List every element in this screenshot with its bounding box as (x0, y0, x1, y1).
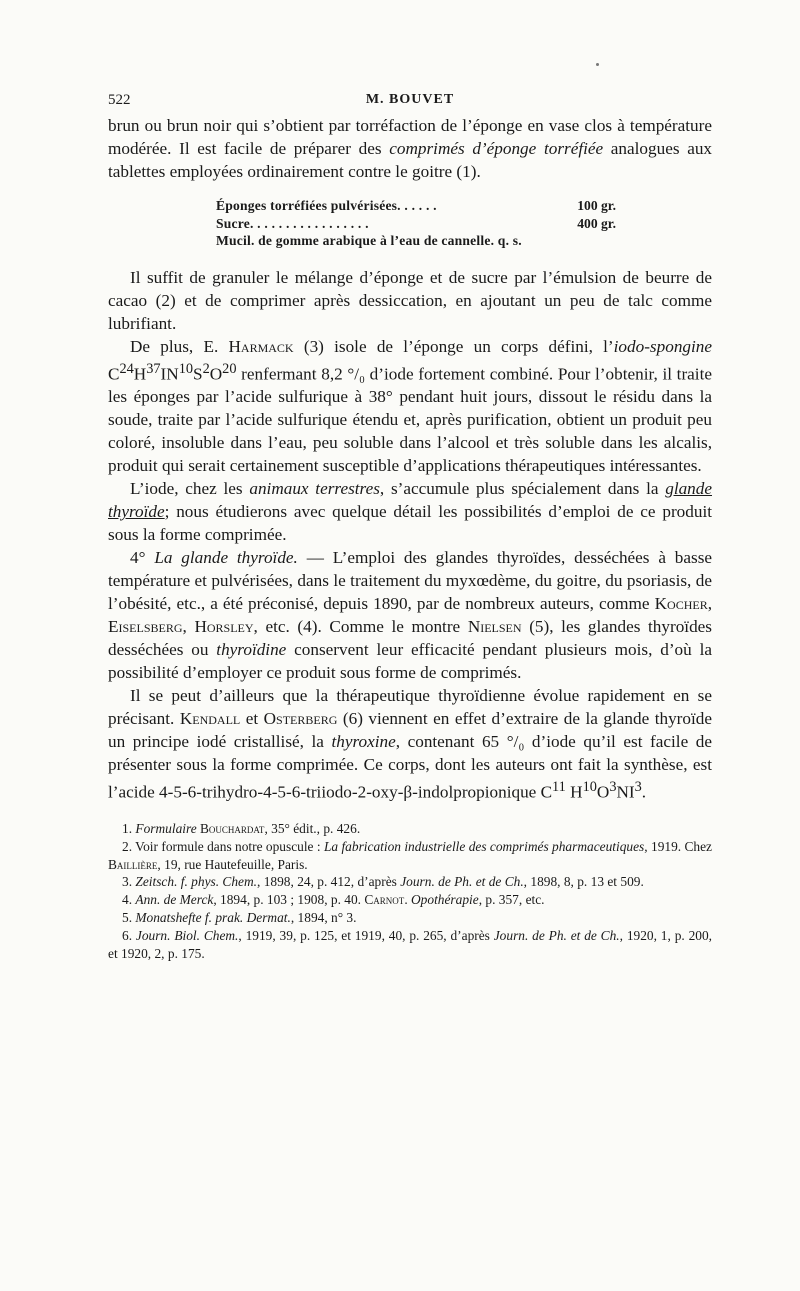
page-number: 522 (108, 92, 131, 108)
footnotes (108, 820, 712, 962)
paragraph-iodospongine: De plus, E. Harmack (3) isole de l’éponge un corps défini, l’iodo-spongine $C^{24}H^{37}IN^{10}S^2O^{20}$ renfermant 8,2 °/₀ d’iode fortement combiné. Pour l’obtenir, il traite les éponges par l’acide sulfurique à 38° pendant huit jours, dissout le résidu dans la soude, traite par l’acide sulfurique étendu et, après purification, obtient un produit peu coloré, insoluble dans l’eau, peu soluble dans l’alcool et très soluble dans les alcalis, produit qui serait certainement susceptible d’applications thérapeutiques intéressantes. (108, 336, 712, 476)
footnote: 2. Voir formule dans notre opuscule : La fabrication industrielle des comprimés pharmaceutiques, 1919. Chez Baillière, 19, rue Hautefeuille, Paris. (108, 838, 713, 872)
formula-table (216, 197, 616, 250)
footnote-ref: 2 (161, 290, 170, 310)
page (108, 88, 712, 962)
paragraph-granulation: Il suffit de granuler le mélange d’éponge et de sucre par l’émulsion de beurre de cacao (2) et de comprimer après dessiccation, en ajoutant un peu de talc comme lubrifiant. (108, 267, 712, 333)
formula-ingredient: Sucre. . . . . . . . . . . . . . . . . (216, 215, 369, 231)
running-author: M. BOUVET (365, 92, 455, 107)
footnote: 4. Ann. de Merck, 1894, p. 103 ; 1908, p. 40. Carnot. Opothérapie, p. 357, etc. (122, 892, 545, 908)
paragraph-thyroxine: Il se peut d’ailleurs que la thérapeutique thyroïdienne évolue rapidement en se précisant. Kendall et Osterberg (6) viennent en effet d’extraire de la glande thyroïde un principe iodé cristallisé, la thyroxine, contenant 65 °/₀ d’iode qu’il est facile de présenter sous la forme comprimée. Ce corps, dont les auteurs ont fait la synthèse, est l’acide 4-5-6-trihydro-4-5-6-triiodo-2-oxy-β-indolpropionique $C^{11}$ $H^{10}O^3NI^3$. (108, 686, 712, 802)
paragraph-glande-thyroide: 4° La glande thyroïde. — L’emploi des glandes thyroïdes, desséchées à basse température et pulvérisées, dans le traitement du myxœdème, du goitre, du psoriasis, de l’obésité, etc., a été préconisé, depuis 1890, par de nombreux auteurs, comme Kocher, Eiselsberg, Horsley, etc. (4). Comme le montre Nielsen (5), les glandes thyroïdes desséchées ou thyroïdine conservent leur efficacité pendant plusieurs mois, d’où la possibilité d’employer ce produit sous forme de comprimés. (108, 548, 713, 683)
footnote-ref: 1 (462, 162, 471, 181)
footnote: 3. Zeitsch. f. phys. Chem., 1898, 24, p. 412, d’après Journ. de Ph. et de Ch., 1898, 8, p. 13 et 509. (122, 874, 644, 890)
speck (596, 63, 599, 66)
formula-quantity (538, 232, 616, 250)
footnote-ref: 5 (534, 617, 544, 637)
paragraph-sponge-tablets: brun ou brun noir qui s’obtient par torréfaction de l’éponge en vase clos à température modérée. Il est facile de préparer des comprimés d’éponge torréfiée analogues aux tablettes employées ordinairement contre le goitre (1). (108, 116, 713, 181)
formula-row (216, 232, 616, 250)
footnote: 1. Formulaire Bouchardat, 35° édit., p. 426. (122, 820, 361, 836)
footnote: 6. Journ. Biol. Chem., 1919, 39, p. 125, et 1919, 40, p. 265, d’après Journ. de Ph. et de Ch., 1920, 1, p. 200, et 1920, 2, p. 175. (108, 927, 713, 961)
formula-row (216, 197, 616, 215)
formula-quantity: 100 gr. (577, 198, 616, 213)
paragraph-iode-animaux: L’iode, chez les animaux terrestres, s’accumule plus spécialement dans la glande thyroïde; nous étudierons avec quelque détail les possibilités d’emploi de ce produit sous la forme comprimée. (108, 479, 712, 545)
footnote: 5. Monatshefte f. prak. Dermat., 1894, n° 3. (122, 909, 357, 925)
footnote-ref: 6 (348, 709, 358, 729)
formula-quantity: 400 gr. (577, 215, 616, 231)
formula-ingredient: Éponges torréfiées pulvérisées. . . . . . (216, 198, 437, 213)
formula-ingredient: Mucil. de gomme arabique à l’eau de cannelle. q. s. (216, 233, 522, 248)
formula-row (216, 215, 616, 233)
footnote-ref: 3 (309, 336, 319, 356)
running-head (108, 88, 712, 114)
footnote-ref: 4 (303, 617, 312, 637)
